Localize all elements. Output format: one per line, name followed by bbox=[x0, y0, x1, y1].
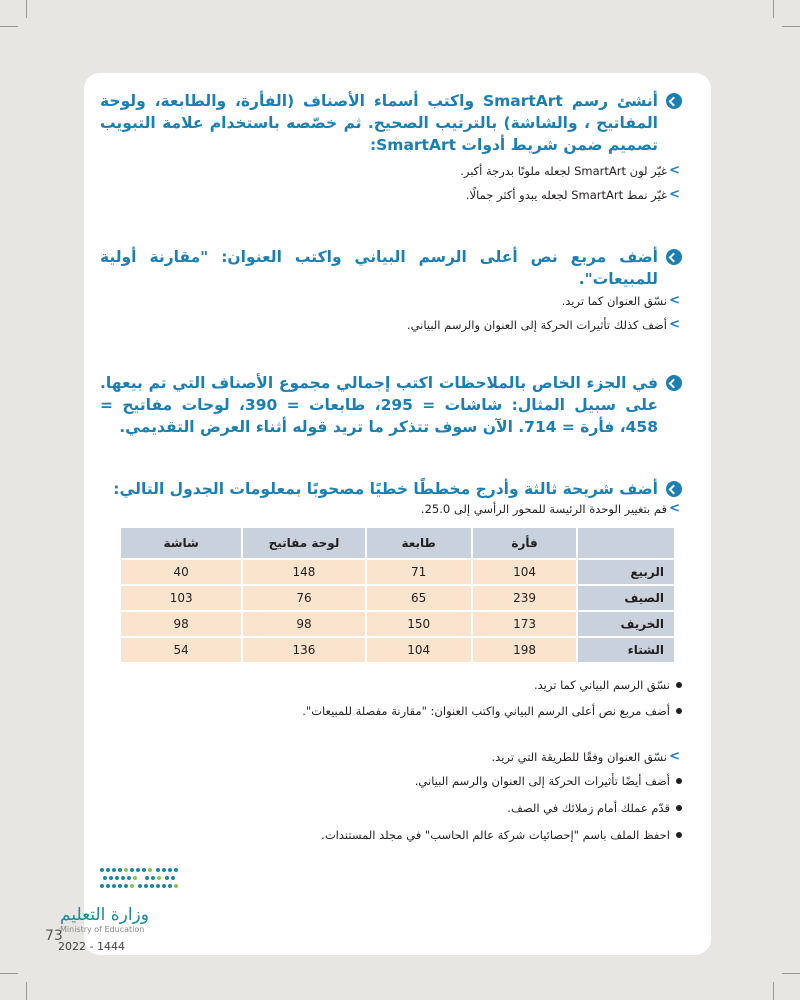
table-header-cell: فأرة bbox=[472, 528, 578, 559]
table-row-label: الربيع bbox=[577, 559, 674, 585]
bullet-item bbox=[237, 676, 682, 694]
arrow-circle-icon bbox=[666, 375, 682, 391]
chevron-icon: > bbox=[669, 163, 680, 178]
section-4-text: أضف شريحة ثالثة وأدرج مخططًا خطيًا مصحوبًا بمعلومات الجدول التالي: bbox=[113, 480, 658, 498]
chevron-icon: > bbox=[669, 317, 680, 332]
sub-item bbox=[100, 292, 680, 310]
bullet-item bbox=[117, 799, 682, 817]
crop-mark bbox=[773, 0, 774, 18]
sub-text: قم بتغيير الوحدة الرئيسة للمحور الرأسي إلى 25.0. bbox=[420, 502, 667, 516]
table-row bbox=[120, 637, 674, 663]
chevron-icon: > bbox=[669, 187, 680, 202]
crop-mark bbox=[773, 982, 774, 1000]
sub-item bbox=[100, 316, 680, 334]
ministry-logo bbox=[92, 862, 202, 907]
table-header-cell: طابعة bbox=[366, 528, 472, 559]
table-cell: 65 bbox=[366, 585, 472, 611]
bullet-text: أضف أيضًا تأثيرات الحركة إلى العنوان والرسم البياني. bbox=[414, 774, 670, 788]
table-header-cell bbox=[577, 528, 674, 559]
sub-item bbox=[100, 162, 680, 180]
bullet-dot bbox=[676, 778, 682, 784]
crop-mark bbox=[782, 973, 800, 974]
sub-text: نسّق العنوان وفقًا للطريقة التي تريد. bbox=[491, 750, 667, 764]
section-1-heading bbox=[100, 90, 682, 156]
table-cell: 98 bbox=[242, 611, 365, 637]
table-row bbox=[120, 559, 674, 585]
crop-mark bbox=[782, 26, 800, 27]
bullet-dot bbox=[676, 832, 682, 838]
table-cell: 150 bbox=[366, 611, 472, 637]
section-4-heading bbox=[100, 478, 682, 500]
table-header-cell: شاشة bbox=[120, 528, 242, 559]
table-row-label: الصيف bbox=[577, 585, 674, 611]
table-header-row bbox=[120, 528, 674, 559]
sub-text: أضف كذلك تأثيرات الحركة إلى العنوان والرسم البياني. bbox=[406, 318, 667, 332]
table-cell: 239 bbox=[472, 585, 578, 611]
table-row-label: الشتاء bbox=[577, 637, 674, 663]
logo-english-text: Ministry of Education bbox=[60, 925, 145, 934]
bullet-text: قدّم عملك أمام زملائك في الصف. bbox=[507, 801, 670, 815]
page-number: 73 bbox=[45, 928, 63, 944]
table-cell: 103 bbox=[120, 585, 242, 611]
bullet-item bbox=[117, 826, 682, 844]
section-1-text: أنشئ رسم SmartArt واكتب أسماء الأصناف (الفأرة، والطابعة، ولوحة المفاتيح ، والشاشة) بالترتيب الصحيح. ثم خصّصه باستخدام علامة التبويب تصميم ضمن شريط أدوات SmartArt: bbox=[100, 92, 658, 154]
table-header-cell: لوحة مفاتيح bbox=[242, 528, 365, 559]
table-cell: 173 bbox=[472, 611, 578, 637]
section-3-text: في الجزء الخاص بالملاحظات اكتب إجمالي مجموع الأصناف التي تم بيعها. على سبيل المثال: شاشات = 295، طابعات = 390، لوحات مفاتيح = 458، فأرة = 714. الآن سوف تتذكر ما تريد قوله أثناء العرض التقديمي. bbox=[100, 374, 658, 436]
sub-text: نسّق العنوان كما تريد. bbox=[561, 294, 667, 308]
crop-mark bbox=[0, 973, 18, 974]
crop-mark bbox=[26, 982, 27, 1000]
bullet-item bbox=[237, 702, 682, 720]
table-cell: 198 bbox=[472, 637, 578, 663]
logo-arabic-text: وزارة التعليم bbox=[60, 905, 149, 925]
section-2-text: أضف مربع نص أعلى الرسم البياني واكتب العنوان: "مقارنة أولية للمبيعات". bbox=[100, 248, 658, 288]
table-cell: 136 bbox=[242, 637, 365, 663]
sales-table bbox=[119, 528, 674, 664]
chevron-icon: > bbox=[669, 749, 680, 764]
bullet-text: احفظ الملف باسم "إحصائيات شركة عالم الحاسب" في مجلد المستندات. bbox=[321, 828, 670, 842]
arrow-circle-icon bbox=[666, 249, 682, 265]
table-cell: 104 bbox=[472, 559, 578, 585]
section-2-heading bbox=[100, 246, 682, 290]
bullet-dot bbox=[676, 805, 682, 811]
table-row bbox=[120, 585, 674, 611]
bullet-text: أضف مربع نص أعلى الرسم البياني واكتب العنوان: "مقارنة مفصلة للمبيعات". bbox=[302, 704, 670, 718]
table-cell: 76 bbox=[242, 585, 365, 611]
sub-text: غيّر نمط SmartArt لجعله يبدو أكثر جمالًا. bbox=[465, 188, 667, 202]
chevron-icon: > bbox=[669, 501, 680, 516]
bullet-dot bbox=[676, 708, 682, 714]
sub-item bbox=[100, 186, 680, 204]
sub-item bbox=[100, 500, 680, 518]
arrow-circle-icon bbox=[666, 93, 682, 109]
section-3-heading bbox=[100, 372, 682, 438]
table-cell: 148 bbox=[242, 559, 365, 585]
table-cell: 104 bbox=[366, 637, 472, 663]
table-cell: 98 bbox=[120, 611, 242, 637]
arrow-circle-icon bbox=[666, 481, 682, 497]
table-cell: 71 bbox=[366, 559, 472, 585]
crop-mark bbox=[26, 0, 27, 18]
table-cell: 40 bbox=[120, 559, 242, 585]
chevron-icon: > bbox=[669, 293, 680, 308]
sub-item bbox=[100, 748, 680, 766]
bullet-dot bbox=[676, 682, 682, 688]
bullet-text: نسّق الرسم البياني كما تريد. bbox=[533, 678, 670, 692]
crop-mark bbox=[0, 26, 18, 27]
table-row bbox=[120, 611, 674, 637]
page-content bbox=[100, 90, 682, 844]
table-row-label: الخريف bbox=[577, 611, 674, 637]
bullet-item bbox=[117, 772, 682, 790]
edition-year: 2022 - 1444 bbox=[58, 940, 125, 953]
sub-text: غيّر لون SmartArt لجعله ملونًا بدرجة أكبر. bbox=[460, 164, 667, 178]
table-cell: 54 bbox=[120, 637, 242, 663]
